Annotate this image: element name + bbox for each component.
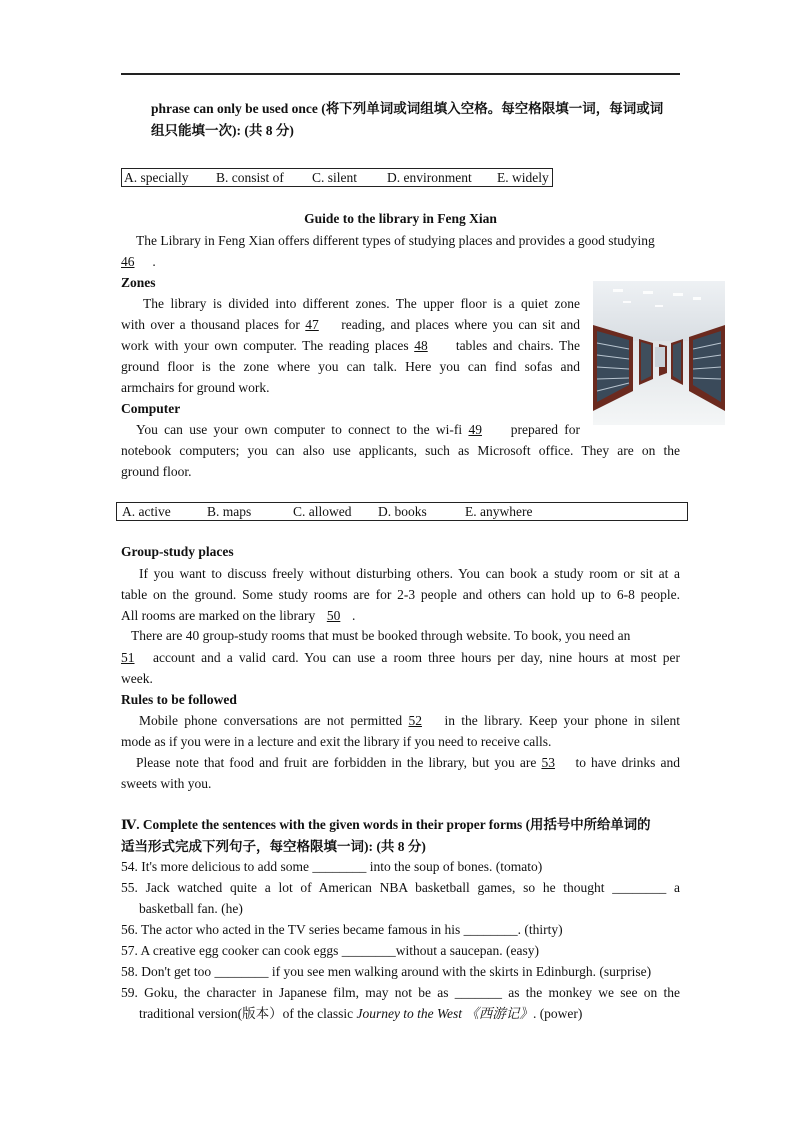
option-d: D. books: [378, 504, 427, 519]
para1-line2: 46 .: [121, 251, 680, 272]
blank-49: 49: [468, 422, 482, 437]
option-e: E. anywhere: [465, 504, 533, 519]
para1-line1: The Library in Feng Xian offers different types of studying places and provides a good studying: [136, 233, 655, 248]
option-b: B. maps: [207, 504, 252, 519]
computer-line3: ground floor.: [121, 464, 192, 479]
question-57: 57. A creative egg cooker can cook eggs ________without a saucepan. (easy): [121, 943, 539, 958]
option-b: B. consist of: [216, 170, 284, 185]
option-a: A. active: [122, 504, 171, 519]
computer-line1: You can use your own computer to connect to the wi-fi 49 prepared for: [136, 419, 580, 440]
option-a: A. specially: [124, 170, 189, 185]
zones-line3: work with your own computer. The reading places 48 tables and chairs. The: [121, 335, 580, 356]
option-c: C. silent: [312, 170, 358, 185]
zones-line5: armchairs for ground work.: [121, 380, 270, 395]
blank-47: 47: [305, 317, 319, 332]
question-55-line1: 55. Jack watched quite a lot of American NBA basketball games, so he thought ________ a: [121, 880, 680, 895]
question-54: 54. It's more delicious to add some ________ into the soup of bones. (tomato): [121, 859, 543, 874]
instruction-line-2: 组只能填一次): (共 8 分): [151, 123, 294, 138]
word-box-1: [121, 168, 553, 187]
blank-52: 52: [408, 713, 422, 728]
blank-46: 46: [121, 254, 135, 269]
instruction-line-1: phrase can only be used once (将下列单词或词组填入空格。每空格限填一词，每词或词: [151, 101, 664, 116]
computer-heading: Computer: [121, 401, 181, 416]
top-rule: [121, 73, 680, 75]
option-c: C. allowed: [293, 504, 352, 519]
book-title: Journey to the West 《西游记》: [356, 1006, 533, 1021]
group-line4: There are 40 group-study rooms that must be booked through website. To book, you need an: [131, 628, 631, 643]
group-line2: table on the ground. Some study rooms are for 2-3 people and others can hold up to 6-8 people.: [121, 587, 680, 602]
zones-line1: The library is divided into different zones. The upper floor is a quiet zone: [143, 296, 580, 311]
article-title: Guide to the library in Feng Xian: [304, 211, 497, 226]
section4-heading-line2: 适当形式完成下列句子，每空格限填一词): (共 8 分): [121, 839, 426, 854]
option-d: D. environment: [387, 170, 472, 185]
rules-line1: Mobile phone conversations are not permitted 52 in the library. Keep your phone in silent: [139, 710, 680, 731]
rules-line2: mode as if you were in a lecture and exit the library if you need to receive calls.: [121, 734, 552, 749]
blank-48: 48: [414, 338, 428, 353]
question-59-line2: traditional version(版本）of the classic Journey to the West 《西游记》. (power): [139, 1006, 583, 1021]
group-line6: week.: [121, 671, 153, 686]
group-line1: If you want to discuss freely without disturbing others. You can book a study room or sit at a: [139, 566, 680, 581]
library-photo: [593, 281, 725, 425]
option-e: E. widely: [497, 170, 549, 185]
blank-50: 50: [326, 608, 341, 623]
rules-heading: Rules to be followed: [121, 692, 237, 707]
group-heading: Group-study places: [121, 544, 234, 559]
question-58: 58. Don't get too ________ if you see men walking around with the skirts in Edinburgh. (surprise): [121, 964, 652, 979]
rules-line4: sweets with you.: [121, 776, 212, 791]
group-line5: 51 account and a valid card. You can use a room three hours per day, nine hours at most per: [121, 647, 680, 668]
blank-53: 53: [541, 755, 555, 770]
blank-51: 51: [121, 650, 135, 665]
section4-heading-line1: Ⅳ. Complete the sentences with the given words in their proper forms (用括号中所给单词的: [121, 817, 651, 832]
computer-line2: notebook computers; you can also use applicants, such as Microsoft office. They are on the: [121, 443, 680, 458]
question-59-line1: 59. Goku, the character in Japanese film, may not be as _______ as the monkey we see on the: [121, 985, 680, 1000]
zones-heading: Zones: [121, 275, 156, 290]
word-box-2: [116, 502, 688, 521]
zones-line2: with over a thousand places for 47 reading, and places where you can sit and: [121, 314, 580, 335]
rules-line3: Please note that food and fruit are forbidden in the library, but you are 53 to have drinks and: [136, 752, 680, 773]
group-line3: All rooms are marked on the library 50 .: [121, 605, 680, 626]
question-56: 56. The actor who acted in the TV series became famous in his ________. (thirty): [121, 922, 563, 937]
zones-line4: ground floor is the zone where you can talk. Here you can find sofas and: [121, 359, 580, 374]
question-55-line2: basketball fan. (he): [139, 901, 243, 916]
